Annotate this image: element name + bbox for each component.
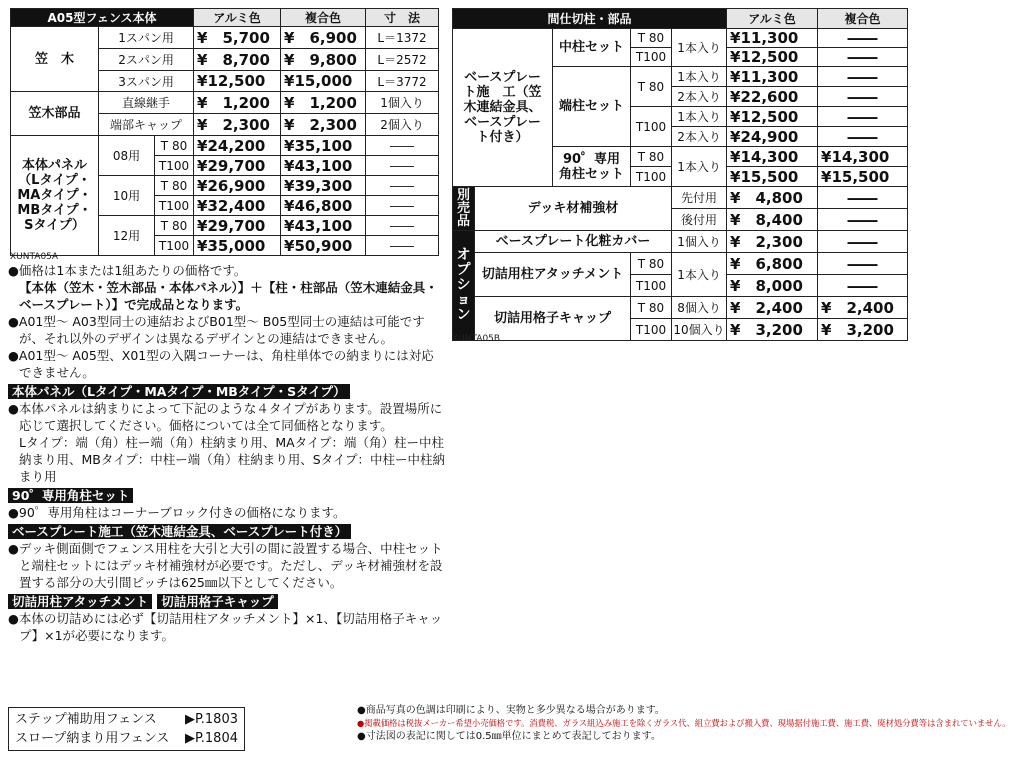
footer-color-note: ●商品写真の色調は印刷により、実物と多少異なる場合があります。 [357,705,665,716]
kasagi-label: 笠 木 [11,27,99,92]
spec-cell: 端部キャップ [99,114,194,136]
note-corner: ●A01型～ A05型、X01型の入隅コーナーは、角柱単体での納まりには対応できません。 [8,348,434,380]
price-fukugo: ¥50,900 [281,236,366,256]
thickness-cell: T100 [155,196,194,216]
panel-label: 本体パネル（Lタイプ・MAタイプ・MBタイプ・Sタイプ） [11,136,99,256]
base-plate-label: ベースプレート施 工（笠木連結金具、ベースプレート付き） [453,29,553,187]
footer-price-note: ●掲載価格は税抜メーカー希望小売価格です。消費税、ガラス組込み施工を除くガラス代、組立費および搬入費、現場据付施工費、施工費、廃材処分費等は含まれていません。 [357,718,1011,728]
price-fukugo: ―― [818,67,908,87]
note-kaku: ●90゜専用角柱はコーナーブロック付きの価格になります。 [8,505,346,520]
price-alumi: ¥22,600 [727,87,818,107]
hashira-label: 端柱セット [553,67,631,147]
dimension-cell: L＝2572 [366,49,439,71]
quantity-cell: 先付用 [672,187,727,209]
reference-row[interactable] [15,710,238,729]
price-alumi: ¥12,500 [727,107,818,127]
price-alumi: ¥ 1,200 [194,92,281,114]
price-alumi: ¥32,400 [194,196,281,216]
nakabashira-label: 中柱セット [553,29,631,67]
thickness-cell: T100 [155,236,194,256]
dimension-cell: 1個入り [366,92,439,114]
header-product: 間仕切柱・部品 [453,9,727,29]
quantity-cell: 1個入り [672,231,727,253]
note-base-plate: ●デッキ側面側でフェンス用柱を大引と大引の間に設置する場合、中柱セットと端柱セットにはデッキ材補強材が必要です。ただし、デッキ材補強材を設置する部分の大引間ピッチは625㎜以下としてください。 [8,541,443,590]
thickness-cell: T100 [631,275,672,297]
price-alumi: ¥ 2,300 [727,231,818,253]
note-connection: ●A01型～ A03型同士の連結およびB01型～ B05型同士の連結は可能ですが、それ以外のデザインは異なるデザインとの連結はできません。 [8,314,425,346]
price-fukugo: ―― [818,209,908,231]
dimension-cell: ―― [366,156,439,176]
section-heading-base-plate: ベースプレート施工（笠木連結金具、ベースプレート付き） [8,524,351,539]
price-fukugo: ―― [818,275,908,297]
price-alumi: ¥ 8,700 [194,49,281,71]
price-alumi: ¥ 4,800 [727,187,818,209]
dimension-cell: ―― [366,216,439,236]
header-fukugo: 複合色 [281,9,366,27]
size-cell: 10用 [99,176,155,216]
price-alumi: ¥12,500 [727,48,818,67]
price-alumi: ¥ 2,400 [727,297,818,319]
price-fukugo: ¥ 6,900 [281,27,366,49]
price-alumi: ¥15,500 [727,167,818,187]
note-price: ●価格は1本または1組あたりの価格です。 [8,263,247,278]
quantity-cell: 2本入り [672,87,727,107]
section-heading-kaku: 90゜専用角柱セット [8,488,133,503]
thickness-cell: T100 [631,167,672,187]
thickness-cell: T 80 [155,176,194,196]
price-fukugo: ¥15,500 [818,167,908,187]
betsu-uri-label: 別売品 [453,187,475,231]
table-code: XUNTA05A [10,252,59,262]
spec-cell: 1スパン用 [99,27,194,49]
price-alumi: ¥ 2,300 [194,114,281,136]
quantity-cell: 1本入り [672,29,727,67]
price-fukugo: ―― [818,187,908,209]
post-parts-price-table [452,8,908,341]
fence-body-price-table [10,8,439,256]
footer-notes [357,704,1011,743]
price-fukugo: ¥15,000 [281,71,366,92]
dimension-cell: L＝1372 [366,27,439,49]
price-alumi: ¥29,700 [194,156,281,176]
reference-row[interactable] [15,729,238,748]
price-alumi: ¥26,900 [194,176,281,196]
kaku-label: 90゜専用角柱セット [553,147,631,187]
price-fukugo: ¥43,100 [281,216,366,236]
price-alumi: ¥ 3,200 [727,319,818,341]
dimension-cell: ―― [366,196,439,216]
header-alumi: アルミ色 [727,9,818,29]
thickness-cell: T100 [631,319,672,341]
price-alumi: ¥ 5,700 [194,27,281,49]
price-fukugo: ¥ 2,300 [281,114,366,136]
quantity-cell: 10個入り [672,319,727,341]
price-fukugo: ―― [818,48,908,67]
reference-label: ステップ補助用フェンス [15,712,157,727]
price-alumi: ¥ 8,400 [727,209,818,231]
price-fukugo: ―― [818,29,908,48]
price-fukugo: ¥ 1,200 [281,92,366,114]
spec-cell: 3スパン用 [99,71,194,92]
price-fukugo: ¥ 3,200 [818,319,908,341]
price-alumi: ¥14,300 [727,147,818,167]
header-dimension: 寸 法 [366,9,439,27]
price-alumi: ¥24,200 [194,136,281,156]
note-cutting: ●本体の切詰めには必ず【切詰用柱アタッチメント】×1、【切詰用格子キャップ】×1が必要になります。 [8,611,443,643]
reference-page[interactable]: ▶P.1803 [184,712,238,727]
dimension-cell: ―― [366,136,439,156]
price-alumi: ¥35,000 [194,236,281,256]
deck-label: デッキ材補強材 [475,187,672,231]
price-fukugo: ¥14,300 [818,147,908,167]
price-fukugo: ¥ 9,800 [281,49,366,71]
dimension-cell: 2個入り [366,114,439,136]
price-fukugo: ―― [818,253,908,275]
price-alumi: ¥11,300 [727,67,818,87]
spec-cell: 直線継手 [99,92,194,114]
note-panel-type-list: Lタイプ：端（角）柱ー端（角）柱納まり用、MAタイプ：端（角）柱ー中柱納まり用、MBタイプ：中柱ー端（角）柱納まり用、Sタイプ：中柱ー中柱納まり用 [19,435,446,484]
thickness-cell: T100 [631,107,672,147]
quantity-cell: 1本入り [672,147,727,187]
price-fukugo: ¥39,300 [281,176,366,196]
price-fukugo: ¥ 2,400 [818,297,908,319]
note-complete-set: 【本体（笠木・笠木部品・本体パネル）】＋【柱・柱部品（笠木連結金具・ベースプレート）】で完成品となります。 [19,280,438,312]
thickness-cell: T100 [631,48,672,67]
note-panel-types: ●本体パネルは納まりによって下記のような４タイプがあります。設置場所に応じて選択してください。価格については全て同価格となります。 [8,401,443,433]
price-fukugo: ¥46,800 [281,196,366,216]
price-alumi: ¥ 8,000 [727,275,818,297]
price-alumi: ¥11,300 [727,29,818,48]
quantity-cell: 1本入り [672,107,727,127]
thickness-cell: T 80 [155,216,194,236]
spec-cell: 2スパン用 [99,49,194,71]
header-product: A05型フェンス本体 [11,9,194,27]
price-fukugo: ―― [818,87,908,107]
dimension-cell: ―― [366,236,439,256]
reference-label: スロープ納まり用フェンス [15,731,170,746]
footer-dimension-note: ●寸法図の表記に関しては0.5㎜単位にまとめて表記しております。 [357,731,661,742]
price-alumi: ¥ 6,800 [727,253,818,275]
quantity-cell: 1本入り [672,253,727,297]
price-alumi: ¥12,500 [194,71,281,92]
dimension-cell: ―― [366,176,439,196]
thickness-cell: T 80 [631,67,672,107]
thickness-cell: T 80 [631,29,672,48]
thickness-cell: T 80 [155,136,194,156]
thickness-cell: T 80 [631,253,672,275]
notes-section [8,262,446,644]
cover-label: ベースプレート化粧カバー [475,231,672,253]
table-code: XUNTA05B [452,334,501,344]
header-alumi: アルミ色 [194,9,281,27]
kasagi-parts-label: 笠木部品 [11,92,99,136]
quantity-cell: 2本入り [672,127,727,147]
section-heading-panel: 本体パネル（Lタイプ・MAタイプ・MBタイプ・Sタイプ） [8,384,350,399]
option-label: オプション [453,231,475,341]
price-alumi: ¥24,900 [727,127,818,147]
quantity-cell: 8個入り [672,297,727,319]
reference-page[interactable]: ▶P.1804 [184,731,238,746]
price-fukugo: ―― [818,107,908,127]
dimension-cell: L＝3772 [366,71,439,92]
thickness-cell: T 80 [631,147,672,167]
price-alumi: ¥29,700 [194,216,281,236]
price-fukugo: ¥35,100 [281,136,366,156]
header-fukugo: 複合色 [818,9,908,29]
size-cell: 08用 [99,136,155,176]
page-reference-box [8,707,245,751]
thickness-cell: T 80 [631,297,672,319]
thickness-cell: T100 [155,156,194,176]
quantity-cell: 後付用 [672,209,727,231]
section-heading-cap: 切詰用格子キャップ [157,594,278,609]
section-heading-attachment: 切詰用柱アタッチメント [8,594,152,609]
quantity-cell: 1本入り [672,67,727,87]
cap-label: 切詰用格子キャップ [475,297,631,341]
price-fukugo: ―― [818,127,908,147]
price-fukugo: ¥43,100 [281,156,366,176]
size-cell: 12用 [99,216,155,256]
attachment-label: 切詰用柱アタッチメント [475,253,631,297]
price-fukugo: ―― [818,231,908,253]
